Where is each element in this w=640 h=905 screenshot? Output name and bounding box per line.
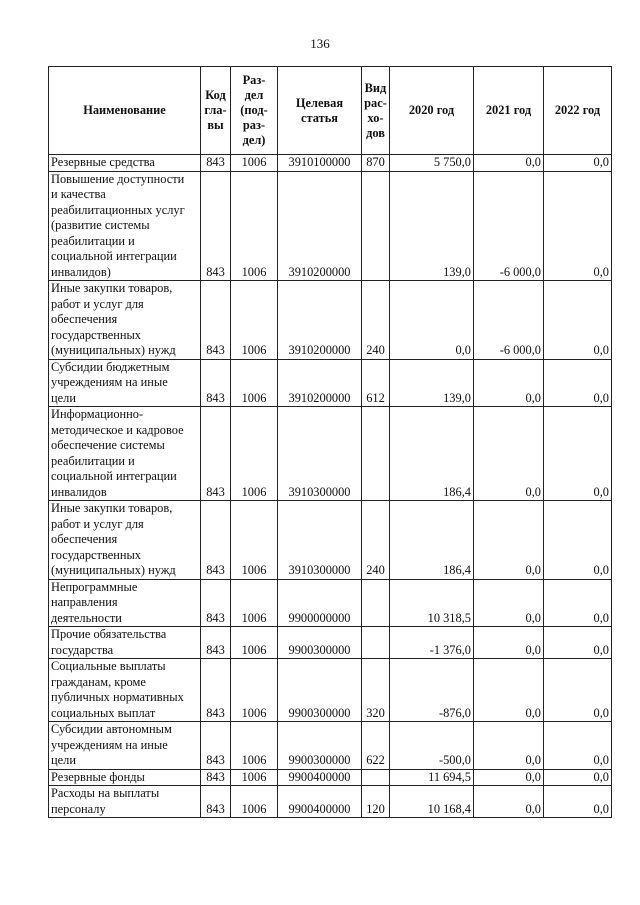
year-2022-cell: 0,0 bbox=[544, 171, 612, 281]
header-line: Код bbox=[205, 88, 226, 102]
section-cell: 1006 bbox=[231, 627, 278, 659]
header-year-2022: 2022 год bbox=[544, 67, 612, 155]
row-name-line: Расходы на выплаты bbox=[51, 786, 160, 800]
row-name-line: деятельности bbox=[51, 610, 122, 625]
row-name-line: Прочие обязательства bbox=[51, 627, 167, 641]
header-line: дов bbox=[366, 125, 385, 140]
row-name-line: цели bbox=[51, 753, 76, 767]
header-year-2020: 2020 год bbox=[390, 67, 474, 155]
section-cell: 1006 bbox=[231, 659, 278, 722]
row-name-line: социальной интеграции bbox=[51, 249, 177, 263]
chapter-code-cell: 843 bbox=[201, 627, 231, 659]
table-row bbox=[49, 281, 612, 360]
target-article-cell: 9900400000 bbox=[278, 786, 362, 818]
header-line: Целевая bbox=[295, 95, 344, 110]
row-name-cell bbox=[49, 722, 201, 770]
year-2021-cell: 0,0 bbox=[474, 359, 544, 407]
row-name-line: государственных bbox=[51, 327, 142, 342]
row-name-cell bbox=[49, 155, 201, 172]
row-name-line: персоналу bbox=[51, 801, 106, 816]
row-name-line: Информационно- bbox=[51, 407, 144, 421]
header-row bbox=[49, 67, 612, 155]
year-2021-cell: 0,0 bbox=[474, 501, 544, 580]
header-section bbox=[231, 67, 278, 155]
row-name-line: инвалидов) bbox=[51, 264, 111, 279]
row-name-cell bbox=[49, 171, 201, 281]
row-name-cell bbox=[49, 659, 201, 722]
chapter-code-cell: 843 bbox=[201, 722, 231, 770]
page-number: 136 bbox=[310, 36, 330, 51]
expense-type-cell: 320 bbox=[362, 659, 390, 722]
year-2020-cell: 10 168,4 bbox=[390, 786, 474, 818]
table-row bbox=[49, 627, 612, 659]
target-article-cell: 9900400000 bbox=[278, 769, 362, 786]
year-2020-cell: -1 376,0 bbox=[390, 627, 474, 659]
row-name-line: Иные закупки товаров, bbox=[51, 501, 173, 515]
header-line: гла- bbox=[204, 103, 227, 117]
year-2021-cell: 0,0 bbox=[474, 786, 544, 818]
chapter-code-cell: 843 bbox=[201, 155, 231, 172]
chapter-code-cell: 843 bbox=[201, 659, 231, 722]
year-2020-cell: 139,0 bbox=[390, 171, 474, 281]
row-name-line: обеспечения bbox=[51, 532, 118, 546]
row-name-line: реабилитации и bbox=[51, 453, 135, 468]
row-name-line: направления bbox=[51, 595, 118, 609]
row-name-line: реабилитационных услуг bbox=[51, 202, 185, 217]
header-chapter-code bbox=[201, 67, 231, 155]
row-name-line: государственных bbox=[51, 547, 142, 562]
chapter-code-cell: 843 bbox=[201, 407, 231, 501]
section-cell: 1006 bbox=[231, 407, 278, 501]
target-article-cell: 3910200000 bbox=[278, 359, 362, 407]
header-line: Вид bbox=[364, 80, 387, 95]
table-row bbox=[49, 407, 612, 501]
row-name-cell bbox=[49, 359, 201, 407]
section-cell: 1006 bbox=[231, 722, 278, 770]
target-article-cell: 3910300000 bbox=[278, 501, 362, 580]
chapter-code-cell: 843 bbox=[201, 579, 231, 627]
year-2021-cell: 0,0 bbox=[474, 155, 544, 172]
expense-type-cell bbox=[362, 627, 390, 659]
target-article-cell: 3910200000 bbox=[278, 171, 362, 281]
section-cell: 1006 bbox=[231, 786, 278, 818]
chapter-code-cell: 843 bbox=[201, 501, 231, 580]
chapter-code-cell: 843 bbox=[201, 786, 231, 818]
expense-type-cell bbox=[362, 171, 390, 281]
target-article-cell: 9900300000 bbox=[278, 627, 362, 659]
row-name-line: государства bbox=[51, 642, 114, 657]
header-line: дел bbox=[244, 88, 264, 102]
section-cell: 1006 bbox=[231, 501, 278, 580]
row-name-line: и качества bbox=[51, 187, 106, 201]
row-name-line: Социальные выплаты bbox=[51, 659, 166, 673]
header-line: хо- bbox=[367, 110, 384, 125]
year-2021-cell: -6 000,0 bbox=[474, 281, 544, 360]
year-2022-cell: 0,0 bbox=[544, 659, 612, 722]
row-name-line: Непрограммные bbox=[51, 579, 138, 594]
expense-type-cell: 120 bbox=[362, 786, 390, 818]
expense-type-cell: 622 bbox=[362, 722, 390, 770]
row-name-line: публичных нормативных bbox=[51, 690, 184, 704]
section-cell: 1006 bbox=[231, 359, 278, 407]
table-body bbox=[49, 155, 612, 818]
year-2022-cell: 0,0 bbox=[544, 786, 612, 818]
header-line: рас- bbox=[364, 95, 387, 110]
row-name-line: цели bbox=[51, 390, 76, 405]
header-year-2021: 2021 год bbox=[474, 67, 544, 155]
chapter-code-cell: 843 bbox=[201, 281, 231, 360]
section-cell: 1006 bbox=[231, 579, 278, 627]
header-line: раз- bbox=[242, 118, 266, 132]
row-name-cell bbox=[49, 407, 201, 501]
row-name-line: гражданам, кроме bbox=[51, 674, 146, 689]
row-name-line: Субсидии автономным bbox=[51, 722, 172, 736]
row-name-line: обеспечение системы bbox=[51, 438, 165, 452]
row-name-line: учреждениям на иные bbox=[51, 737, 168, 752]
expense-type-cell: 870 bbox=[362, 155, 390, 172]
year-2020-cell: 0,0 bbox=[390, 281, 474, 360]
row-name-line: Резервные фонды bbox=[51, 769, 145, 784]
row-name-line: методическое и кадровое bbox=[51, 422, 184, 437]
year-2021-cell: 0,0 bbox=[474, 769, 544, 786]
year-2021-cell: 0,0 bbox=[474, 579, 544, 627]
year-2022-cell: 0,0 bbox=[544, 501, 612, 580]
year-2022-cell: 0,0 bbox=[544, 722, 612, 770]
year-2020-cell: 11 694,5 bbox=[390, 769, 474, 786]
table-row bbox=[49, 171, 612, 281]
year-2021-cell: 0,0 bbox=[474, 407, 544, 501]
year-2020-cell: -876,0 bbox=[390, 659, 474, 722]
year-2020-cell: 10 318,5 bbox=[390, 579, 474, 627]
row-name-line: учреждениям на иные bbox=[51, 375, 168, 389]
year-2022-cell: 0,0 bbox=[544, 155, 612, 172]
row-name-line: Резервные средства bbox=[51, 155, 155, 169]
row-name-line: (муниципальных) нужд bbox=[51, 343, 176, 357]
row-name-line: работ и услуг для bbox=[51, 296, 144, 311]
year-2020-cell: -500,0 bbox=[390, 722, 474, 770]
target-article-cell: 9900300000 bbox=[278, 659, 362, 722]
target-article-cell: 3910100000 bbox=[278, 155, 362, 172]
table-row bbox=[49, 722, 612, 770]
row-name-cell bbox=[49, 579, 201, 627]
header-line: (под- bbox=[240, 103, 268, 117]
year-2021-cell: 0,0 bbox=[474, 722, 544, 770]
year-2022-cell: 0,0 bbox=[544, 407, 612, 501]
section-cell: 1006 bbox=[231, 281, 278, 360]
row-name-line: обеспечения bbox=[51, 312, 118, 326]
chapter-code-cell: 843 bbox=[201, 171, 231, 281]
chapter-code-cell: 843 bbox=[201, 359, 231, 407]
row-name-cell bbox=[49, 769, 201, 786]
year-2022-cell: 0,0 bbox=[544, 359, 612, 407]
table-row bbox=[49, 659, 612, 722]
header-line: вы bbox=[207, 118, 224, 132]
header-target-article bbox=[278, 67, 362, 155]
row-name-line: реабилитации и bbox=[51, 233, 135, 248]
row-name-line: социальных выплат bbox=[51, 705, 156, 720]
row-name-line: Субсидии бюджетным bbox=[51, 359, 170, 374]
year-2020-cell: 186,4 bbox=[390, 501, 474, 580]
expense-type-cell bbox=[362, 769, 390, 786]
header-expense-type bbox=[362, 67, 390, 155]
target-article-cell: 9900300000 bbox=[278, 722, 362, 770]
table-row bbox=[49, 155, 612, 172]
year-2022-cell: 0,0 bbox=[544, 281, 612, 360]
target-article-cell: 9900000000 bbox=[278, 579, 362, 627]
table-row bbox=[49, 501, 612, 580]
table-row bbox=[49, 579, 612, 627]
year-2022-cell: 0,0 bbox=[544, 579, 612, 627]
expense-type-cell: 240 bbox=[362, 281, 390, 360]
expense-type-cell: 240 bbox=[362, 501, 390, 580]
row-name-cell bbox=[49, 501, 201, 580]
year-2021-cell: -6 000,0 bbox=[474, 171, 544, 281]
row-name-line: работ и услуг для bbox=[51, 516, 144, 531]
row-name-cell bbox=[49, 627, 201, 659]
expense-type-cell bbox=[362, 407, 390, 501]
row-name-line: Иные закупки товаров, bbox=[51, 281, 173, 295]
table-row bbox=[49, 769, 612, 786]
year-2021-cell: 0,0 bbox=[474, 627, 544, 659]
header-line: статья bbox=[301, 110, 338, 125]
row-name-cell bbox=[49, 281, 201, 360]
section-cell: 1006 bbox=[231, 155, 278, 172]
expense-type-cell: 612 bbox=[362, 359, 390, 407]
chapter-code-cell: 843 bbox=[201, 769, 231, 786]
year-2020-cell: 186,4 bbox=[390, 407, 474, 501]
row-name-line: социальной интеграции bbox=[51, 469, 177, 483]
year-2021-cell: 0,0 bbox=[474, 659, 544, 722]
year-2022-cell: 0,0 bbox=[544, 769, 612, 786]
section-cell: 1006 bbox=[231, 171, 278, 281]
row-name-line: (муниципальных) нужд bbox=[51, 563, 176, 577]
row-name-line: Повышение доступности bbox=[51, 171, 185, 186]
header-name: Наименование bbox=[49, 67, 201, 155]
expense-type-cell bbox=[362, 579, 390, 627]
row-name-line: (развитие системы bbox=[51, 218, 150, 232]
year-2020-cell: 139,0 bbox=[390, 359, 474, 407]
budget-table bbox=[48, 66, 612, 818]
section-cell: 1006 bbox=[231, 769, 278, 786]
header-line: Раз- bbox=[242, 73, 266, 87]
row-name-cell bbox=[49, 786, 201, 818]
year-2022-cell: 0,0 bbox=[544, 627, 612, 659]
header-line: дел) bbox=[242, 133, 266, 147]
target-article-cell: 3910300000 bbox=[278, 407, 362, 501]
row-name-line: инвалидов bbox=[51, 484, 107, 499]
year-2020-cell: 5 750,0 bbox=[390, 155, 474, 172]
table-row bbox=[49, 786, 612, 818]
target-article-cell: 3910200000 bbox=[278, 281, 362, 360]
table-row bbox=[49, 359, 612, 407]
